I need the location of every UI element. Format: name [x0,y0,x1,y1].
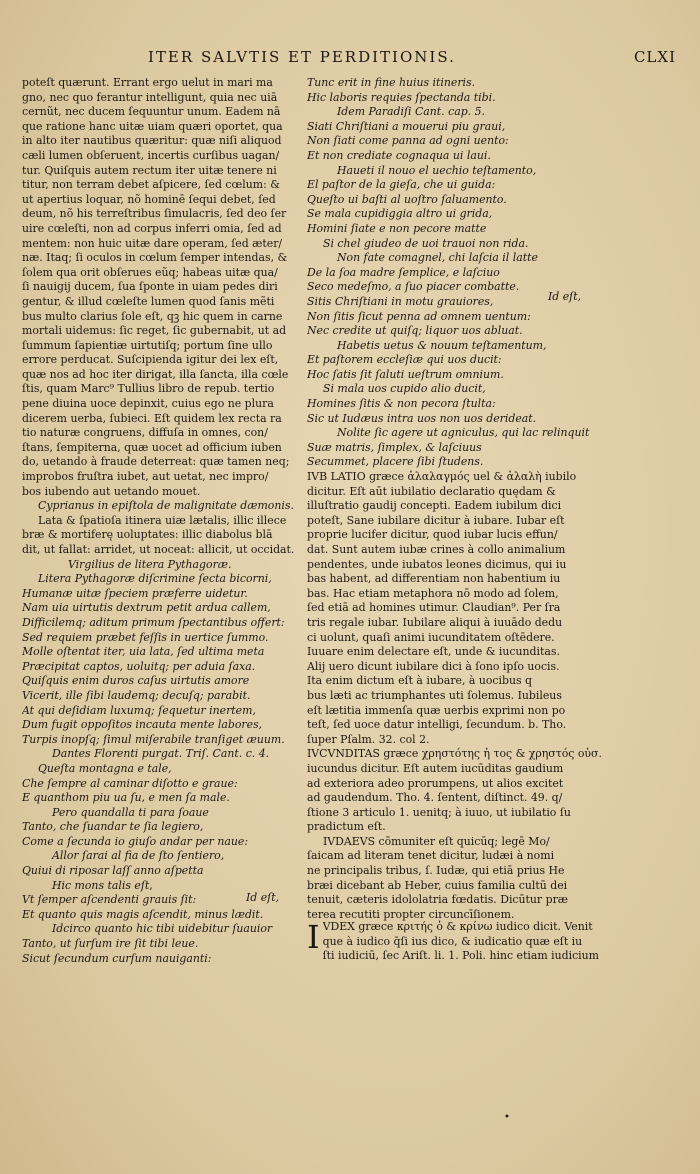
right-column-line: Sitis Chriſtiani in motu grauiores, [307,294,494,308]
right-column-line: bræi dicebant ab Heber, cuius familia cultū dei [307,878,568,892]
left-column-line: cernũt, nec ducem ſequuntur unum. Eadem nā [22,105,281,119]
right-column-line: Haueti il nouo el uechio teſtamento, [337,163,537,177]
left-column-line: quæ nos ad hoc iter dirigat, illa ſancta, illa cœle [22,367,289,381]
left-marginal-note: Id eſt, [246,891,280,904]
right-column-line: De la ſoa madre ſemplice, e laſciuo [307,265,500,279]
iudex-line: VDEX græce κριτής ὁ & κρίνω iudico dicit. Venit [322,920,593,933]
right-column-line: Non fate comagnel, chi laſcia il latte [337,251,538,265]
left-column-line: mortali uidemus: ſic reget, ſic gubernabit, ut ad [22,324,287,338]
right-column-line: Homines ſitis & non pecora ſtulta: [307,397,496,411]
left-column-line: ſolem qua orit obſerues eũq; habeas uitæ qua/ [22,265,278,279]
right-column-line: IVB LATIO græce ἀλαλαγμός uel & ἀλαλὴ iubilo [307,470,577,484]
right-column-line: bas habent, ad differentiam non habentium iu [307,572,561,586]
left-column-line: dit, ut fallat: arridet, ut noceat: allicit, ut occidat. [22,543,294,556]
left-column-line: mentem: non huic uitæ dare operam, ſed æter/ [22,236,283,250]
right-column-line: IVDAEVS cōmuniter eſt quicūq; legē Mo/ [323,834,550,848]
left-column-line: ſtis, quam Marc⁹ Tullius libro de repub. tertio [22,382,275,396]
folio-number: CLXI [633,48,676,66]
right-column-line: Et paſtorem eccleſiæ qui uos ducit: [307,353,502,367]
left-column-line: deum, nõ his terreſtribus ſimulacris, ſed deo ſer [22,207,287,221]
right-column-line: bas. Hac etiam metaphora nō modo ad ſolem, [307,586,559,600]
right-column-line: ſed etiā ad homines utimur. Claudian⁹. Per ſra [307,601,561,615]
left-column-line: Lata & ſpatioſa itinera uiæ lætalis, illic illece [38,513,287,527]
left-column-line: ſi nauigij ducem, ſua ſponte in uiam pedes diri [22,280,278,294]
page-header [0,48,700,72]
right-column-line: Nolite ſic agere ut agniculus, qui lac relinquit [337,426,590,440]
left-column-line: Litera Pythagoræ diſcrimine ſecta bicorni, [38,572,272,586]
left-column-line: in alto iter nautibus quæritur: quæ niſi aliquod [22,134,282,148]
left-column-line: Molle oſtentat iter, uia lata, ſed ultima meta [22,645,265,659]
left-column-line: ſtans, ſempiterna, quæ uocet ad officium iuben [22,440,282,454]
left-column-line: Tanto, che ſuandar te ſia legiero, [22,820,204,834]
right-column-line: poteſt, Sane iubilare dicitur à iubare. Iubar eſt [307,513,565,527]
left-column-line: næ. Itaq; ſi oculos in cœlum ſemper intendas, & [22,251,288,265]
right-column-line: Se mala cupidiggia altro ui grida, [307,207,493,221]
drop-cap-initial: I [307,918,320,956]
left-column-line: Dum fugit oppoſitos incauta mente labores, [22,718,263,732]
left-column-line: Humanæ uitæ ſpeciem præferre uidetur. [22,586,248,600]
right-column-line: eſt lætitia immenſa quæ uerbis exprimi non po [307,703,566,717]
left-column-line: ſummum ſapientiæ uirtutiſq; portum ſine ullo [22,338,273,352]
left-column-line: Vicerit, ille ſibi laudemq; decuſq; parabit. [22,688,251,702]
right-column-line: Nec credite ut quiſq; liquor uos abluat. [307,324,523,338]
right-column-line: pendentes, unde iubatos leones dicimus, qui iu [307,557,567,571]
right-column-line: bus læti ac triumphantes uti ſolemus. Iubileus [307,688,562,702]
right-column-line: ſtione 3 articulo 1. uenitq; à iuuo, ut iubilatio ſu [307,805,571,819]
right-column-line: Homini ſiate e non pecore matte [307,221,487,235]
left-column-line: Quiſquis enim duros caſus uirtutis amore [22,674,250,688]
left-column-line: improbos fruſtra iubet, aut uetat, nec impro/ [22,470,269,484]
left-column-line: Queſta montagna e tale, [38,761,172,775]
left-column-line: Et quanto quis magis aſcendit, minus lædit. [22,907,264,921]
left-column-line: tur. Quiſquis autem rectum iter uitæ tenere ni [22,163,277,177]
right-column-line: dat. Sunt autem iubæ crines à collo animalium [307,543,566,556]
right-column-line: ci uolunt, quaſi animi iucunditatem oſtēdere. [307,630,555,644]
right-column-line: Alij uero dicunt iubilare dici à ſono ipſo uocis. [307,659,560,673]
left-column-line: Præcipitat captos, uoluitq; per aduia ſaxa. [22,659,256,673]
right-column-line: pradictum eſt. [307,820,386,834]
iudex-line: ſti iudiciū, ſec Ariſt. li. 1. Poli. hinc etiam iudicium [322,949,599,963]
left-column-line: uire cœleſti, non ad corpus inferri omia, ſed ad [22,221,282,235]
right-column-line: El paſtor de la gieſa, che ui guida: [307,178,496,192]
left-column-line: E quanthom piu ua ſu, e men ſa male. [22,791,230,805]
right-column-line: tris regale iubar. Iubilare aliqui à iuuādo dedu [307,615,563,629]
right-column-line: ad exteriora adeo prorumpens, ut alios excitet [307,776,564,790]
right-column-line: Et non crediate cognaqua ui laui. [307,148,491,162]
left-column-line: Difficilemq; aditum primum ſpectantibus offert: [22,615,285,629]
right-column-line: tenuit, cæteris idololatria fœdatis. Dicūtur præ [307,893,569,907]
right-column-line: Siati Chriſtiani a mouerui piu graui, [307,119,506,133]
left-column-line: Che ſempre al caminar diſotto e graue: [22,776,238,790]
right-marginal-note: Id eſt, [548,290,582,303]
left-column-line: gno, nec quo ferantur intelligunt, quia nec uiā [22,90,278,104]
right-column-line: Suæ matris, ſimplex, & laſciuus [307,440,482,454]
left-column-line: ut apertius loquar, nõ hominē ſequi debet, ſed [22,192,276,206]
left-column-line: Quiui di riposar laſſ anno aſpetta [22,864,204,878]
left-column-line: Tanto, ut ſurſum ire ſit tibi leue. [22,937,199,951]
left-column-line: Sicut ſecundum curſum nauiganti: [22,951,212,965]
left-column-line: dicerem uerba, ſubieci. Eſt quidem lex recta ra [22,411,282,425]
left-column-line: gentur, & illud cœleſte lumen quod ſanis mẽti [22,294,275,308]
right-column-line: Non ſiati come panna ad ogni uento: [307,134,509,148]
right-column-line: Iuuare enim delectare eſt, unde & iucunditas. [307,645,560,659]
left-column-line: Virgilius de litera Pythagoræ. [68,557,232,571]
left-column-line: tio naturæ congruens, diffuſa in omnes, con/ [22,426,268,440]
left-column-line: At qui deſidiam luxumq; ſequetur inertem, [22,703,256,717]
right-column-line: IVCVNDITAS græce χρηστότης ἡ τος & χρηστός οὐσ. [307,747,602,761]
left-column-line: titur, non terram debet aſpicere, ſed cœlum: & [22,178,280,192]
right-column-line: Hoc ſatis ſit ſaluti ueſtrum omnium. [307,367,504,381]
left-column-line: Nam uia uirtutis dextrum petit ardua callem, [22,601,271,615]
right-column-line: Si mala uos cupido alio ducit, [323,382,486,396]
right-column-line: Tunc erit in fine huius itineris. [307,76,476,89]
right-column-line: dicitur. Eſt aūt iubilatio declaratio quędam & [307,484,556,498]
left-column-line: pene diuina uoce depinxit, cuius ego ne plura [22,397,274,411]
left-column-line: que ratione hanc uitæ uiam quæri oportet, qua [22,119,283,133]
right-column-line: Si chel giudeo de uoi trauoi non rida. [323,236,529,250]
right-column-line: teſt, ſed uoce datur intelligi, ſecundum. b. Tho. [307,718,567,732]
left-column-line: errore perducat. Suſcipienda igitur dei lex eſt, [22,353,279,367]
right-column [307,76,685,922]
right-column-line: terea recutiti propter circuncīſionem. [307,907,515,921]
right-column-line: Habetis uetus & nouum teſtamentum, [337,338,547,352]
left-column-line: Pero quandalla ti para ſoaue [52,805,209,819]
iudex-entry [307,920,685,964]
right-column-line: ad gaudendum. Tho. 4. ſentent, diſtinct. 49. q/ [307,791,563,805]
right-column-line: Ita enim dictum eſt à iubare, à uocibus q [307,674,533,688]
left-column-line: Turpis inopſq; ſimul miſerabile tranſiget æuum. [22,732,285,746]
left-column-line: poteſt quærunt. Errant ergo uelut in mari ma [22,76,273,89]
left-column-line: bus multo clarius ſole eſt, qꝫ hic quem in carne [22,309,283,323]
left-column-line: Vt ſemper aſcendenti grauis ſit: [22,893,197,907]
left-column-line: do, uetando à fraude deterreat: quæ tamen neq; [22,455,290,469]
left-column-line: cæli lumen obſeruent, incertis curſibus uagan/ [22,148,280,162]
iudex-line: que à iudico q̄ſi ius dico, & iudicatio quæ eſt iu [322,934,583,948]
right-column-line: ſaicam ad literam tenet dicitur, ludæi à nomi [307,849,555,863]
right-column-line: ne principalis tribus, ſ. Iudæ, qui etiā prius He [307,864,565,878]
left-column-line: bræ & mortiferę uoluptates: illic diabolus blā [22,528,273,542]
right-column-line: Secummet, placere ſibi ſtudens. [307,455,484,469]
footer-mark: • [504,1112,510,1123]
left-column-line: bos iubendo aut uetando mouet. [22,484,201,498]
left-column [22,76,294,966]
right-column-line: Idem Paradiſi Cant. cap. 5. [337,105,485,119]
left-column-line: Allor ſarai al fia de ſto ſentiero, [52,849,225,863]
right-column-line: Hic laboris requies ſpectanda tibi. [307,90,496,104]
left-column-line: Dantes Florenti purgat. Triſ. Cant. c. 4. [52,747,270,761]
running-title: ITER SALVTIS ET PERDITIONIS. [148,48,456,66]
left-column-line: Come a ſecunda io giuſo andar per naue: [22,834,248,848]
right-column-line: Non ſitis ſicut penna ad omnem uentum: [307,309,531,323]
right-column-line: Sic ut Iudæus intra uos non uos derideat. [307,411,537,425]
left-column-line: Sed requiem præbet feſſis in uertice ſummo. [22,630,269,644]
right-column-line: ſuper Pſalm. 32. col 2. [307,732,430,746]
right-column-line: iucundus dicitur. Eſt autem iucūditas gaudium [307,761,564,775]
left-column-line: Cyprianus in epiſtola de malignitate dæmonis. [38,499,294,513]
left-column-line: Idcirco quanto hic tibi uidebitur ſuauior [52,922,273,936]
right-column-line: Seco medeſmo, a ſuo piacer combatte. [307,280,520,294]
right-column-line: illuſtratio gaudij concepti. Eadem iubilum dici [307,499,562,513]
right-column-line: proprie lucifer dicitur, quod iubar lucis effun/ [307,528,558,542]
left-column-line: Hic mons talis eſt, [52,878,153,892]
right-column-line: Queſto ui baſti al uoſtro ſaluamento. [307,192,507,206]
